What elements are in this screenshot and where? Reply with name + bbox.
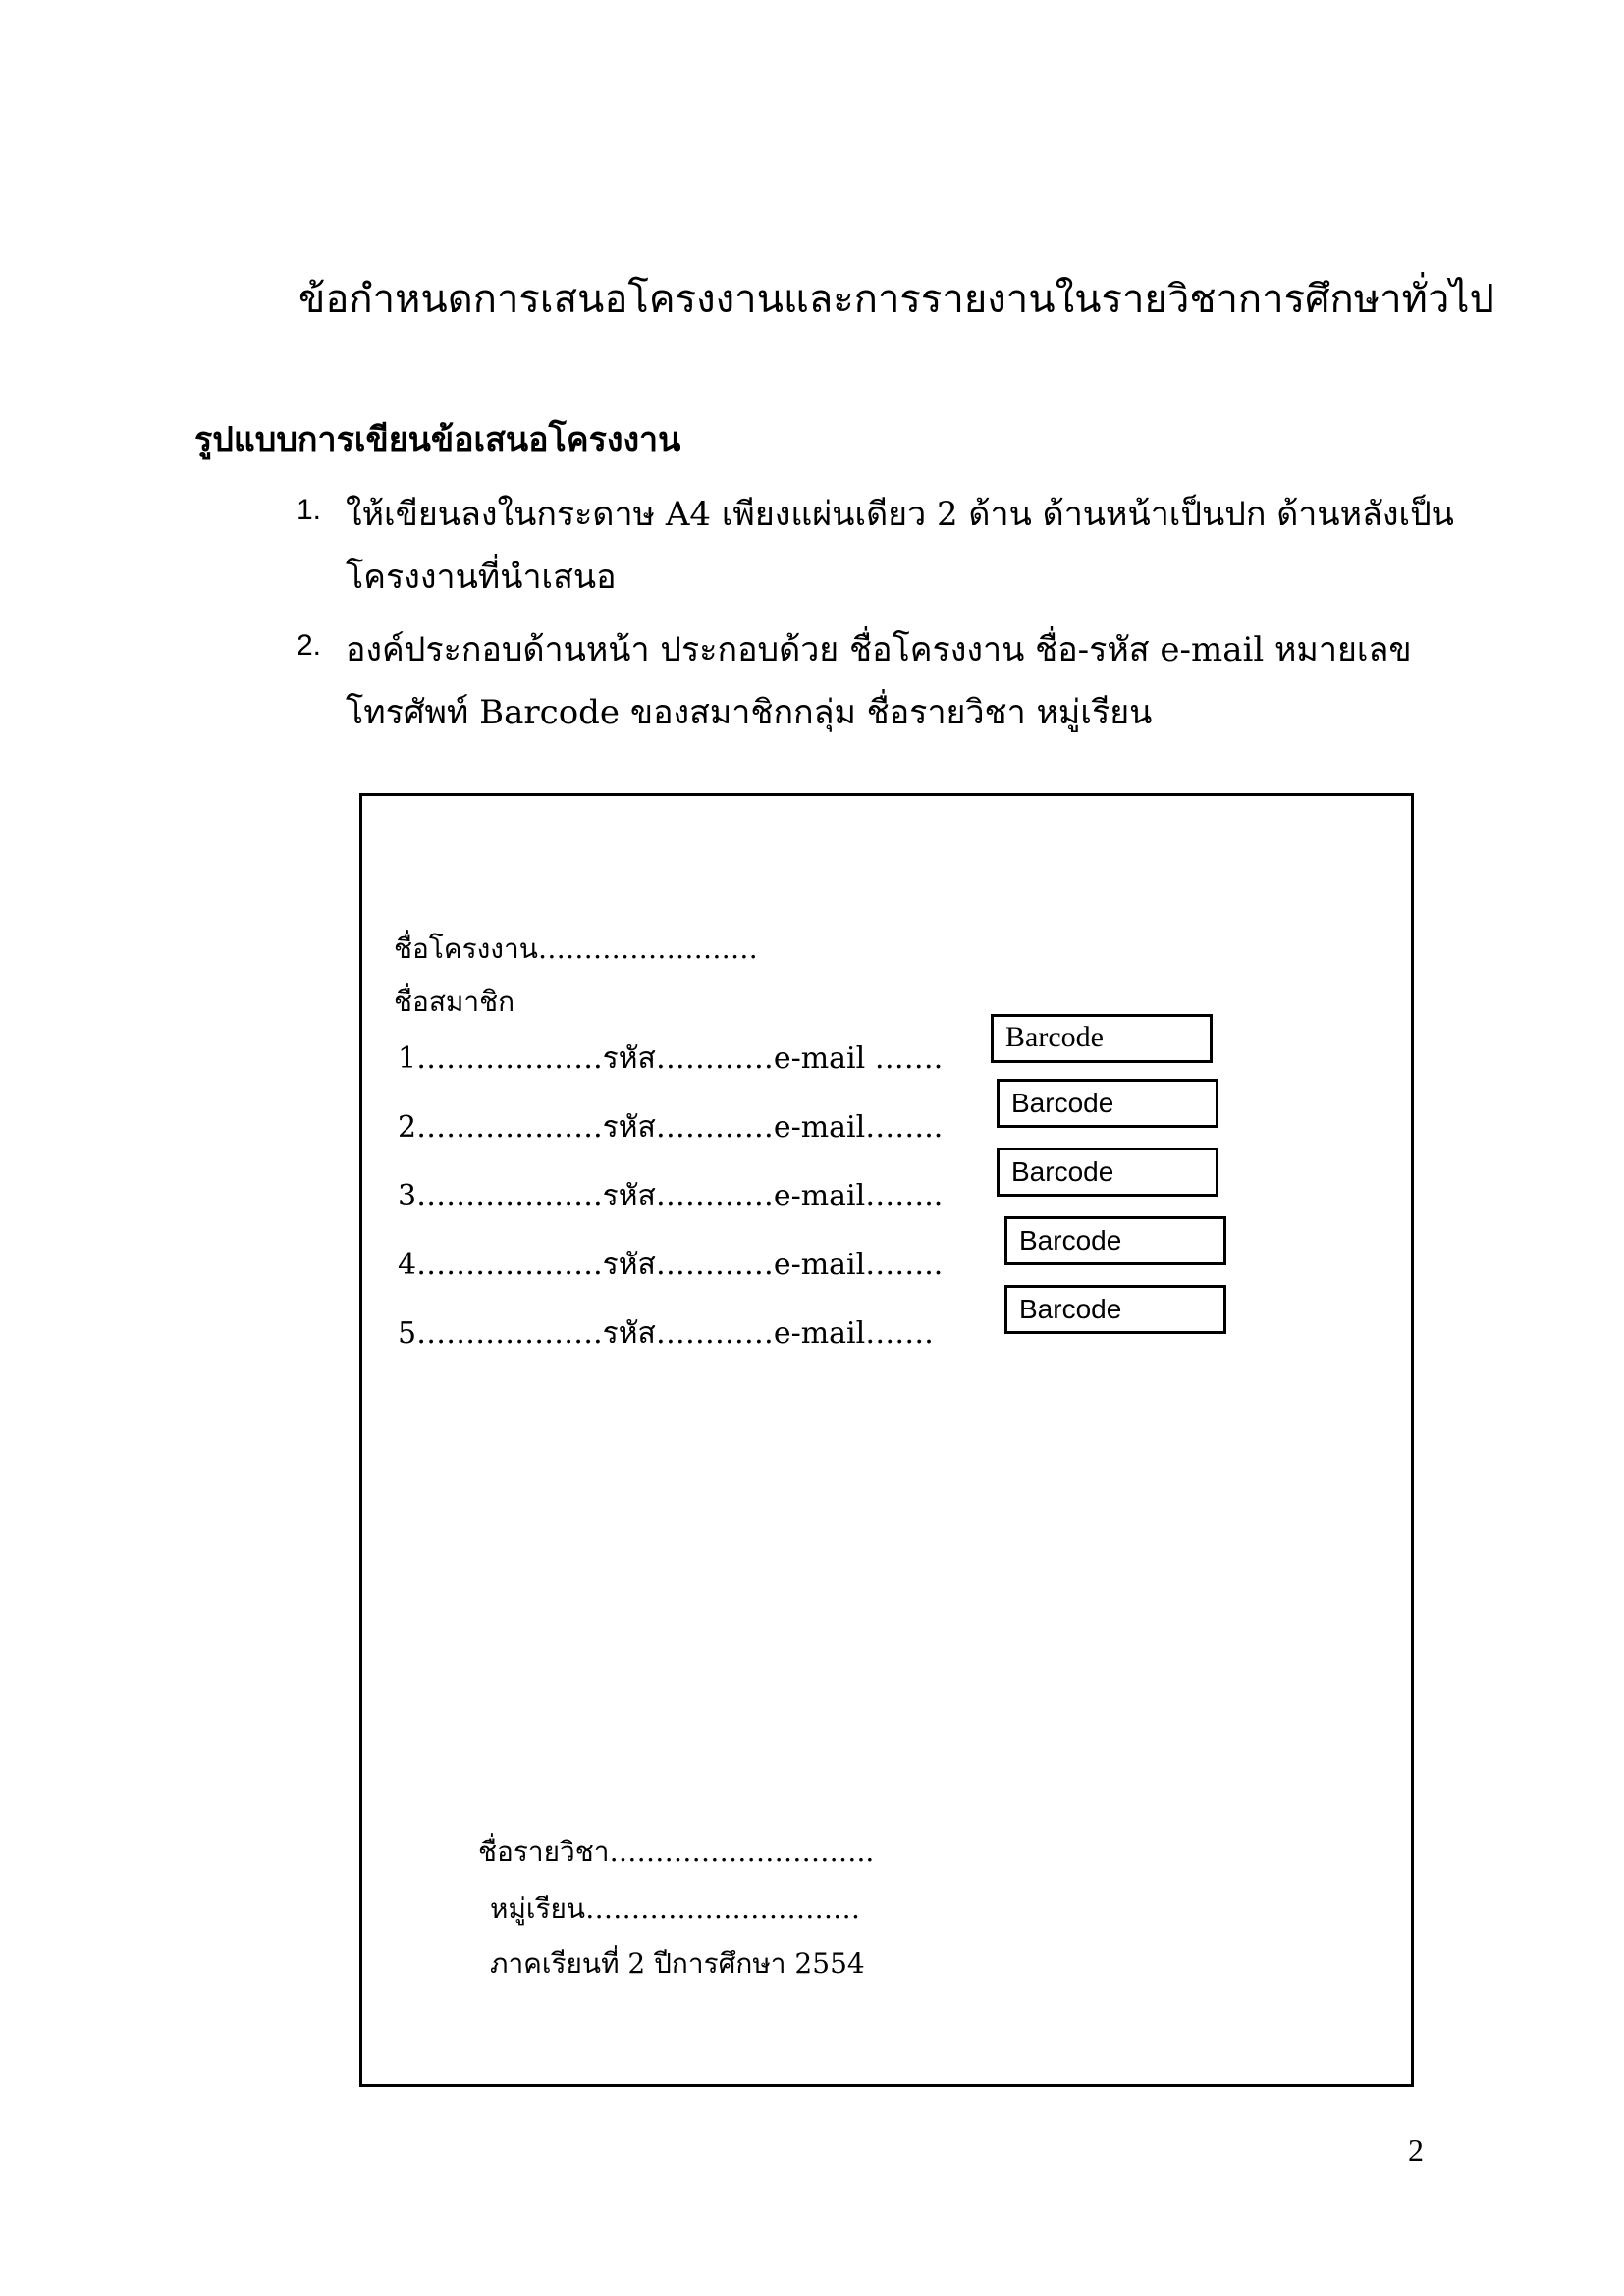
item-text-line: ให้เขียนลงในกระดาษ A4 เพียงแผ่นเดียว 2 ด้าน ด้านหน้าเป็นปก ด้านหลังเป็น bbox=[346, 495, 1454, 534]
item-text-line: โทรศัพท์ Barcode ของสมาชิกกลุ่ม ชื่อรายวิชา หมู่เรียน bbox=[346, 693, 1153, 732]
members-label: ชื่อสมาชิก bbox=[394, 986, 515, 1018]
barcode-box bbox=[1004, 1285, 1226, 1334]
item-text-line: องค์ประกอบด้านหน้า ประกอบด้วย ชื่อโครงงาน ชื่อ-รหัส e-mail หมายเลข bbox=[346, 630, 1412, 669]
barcode-label: Barcode bbox=[1019, 1225, 1122, 1255]
item-text-line: โครงงานที่นำเสนอ bbox=[346, 558, 617, 597]
cover-sample-frame bbox=[359, 793, 1414, 2087]
member-line: 2……………….รหัส…………e-mail…….. bbox=[398, 1110, 944, 1145]
barcode-label: Barcode bbox=[1005, 1021, 1104, 1053]
barcode-label: Barcode bbox=[1011, 1088, 1114, 1118]
barcode-box bbox=[997, 1079, 1218, 1128]
member-line: 4……………….รหัส…………e-mail…….. bbox=[398, 1248, 944, 1282]
barcode-box bbox=[997, 1148, 1218, 1197]
item-number: 1. bbox=[297, 494, 322, 526]
barcode-label: Barcode bbox=[1011, 1156, 1114, 1187]
barcode-box bbox=[991, 1014, 1213, 1063]
item-number: 2. bbox=[297, 629, 322, 662]
course-name-line: ชื่อรายวิชา……………………….. bbox=[478, 1836, 875, 1868]
project-name-line: ชื่อโครงงาน…………………… bbox=[394, 933, 758, 965]
barcode-label: Barcode bbox=[1019, 1294, 1122, 1324]
member-line: 3……………….รหัส…………e-mail…….. bbox=[398, 1179, 944, 1213]
section-heading: รูปแบบการเขียนข้อเสนอโครงงาน bbox=[194, 420, 681, 459]
member-line: 1……………….รหัส…………e-mail ……. bbox=[398, 1041, 944, 1076]
barcode-box bbox=[1004, 1216, 1226, 1265]
document-title: ข้อกำหนดการเสนอโครงงานและการรายงานในรายวิชาการศึกษาทั่วไป bbox=[298, 277, 1494, 322]
class-section-line: หมู่เรียน………………………… bbox=[490, 1893, 861, 1925]
page-number: 2 bbox=[1408, 2132, 1424, 2167]
semester-line: ภาคเรียนที่ 2 ปีการศึกษา 2554 bbox=[490, 1948, 865, 1980]
member-line: 5……………….รหัส…………e-mail……. bbox=[398, 1316, 934, 1351]
